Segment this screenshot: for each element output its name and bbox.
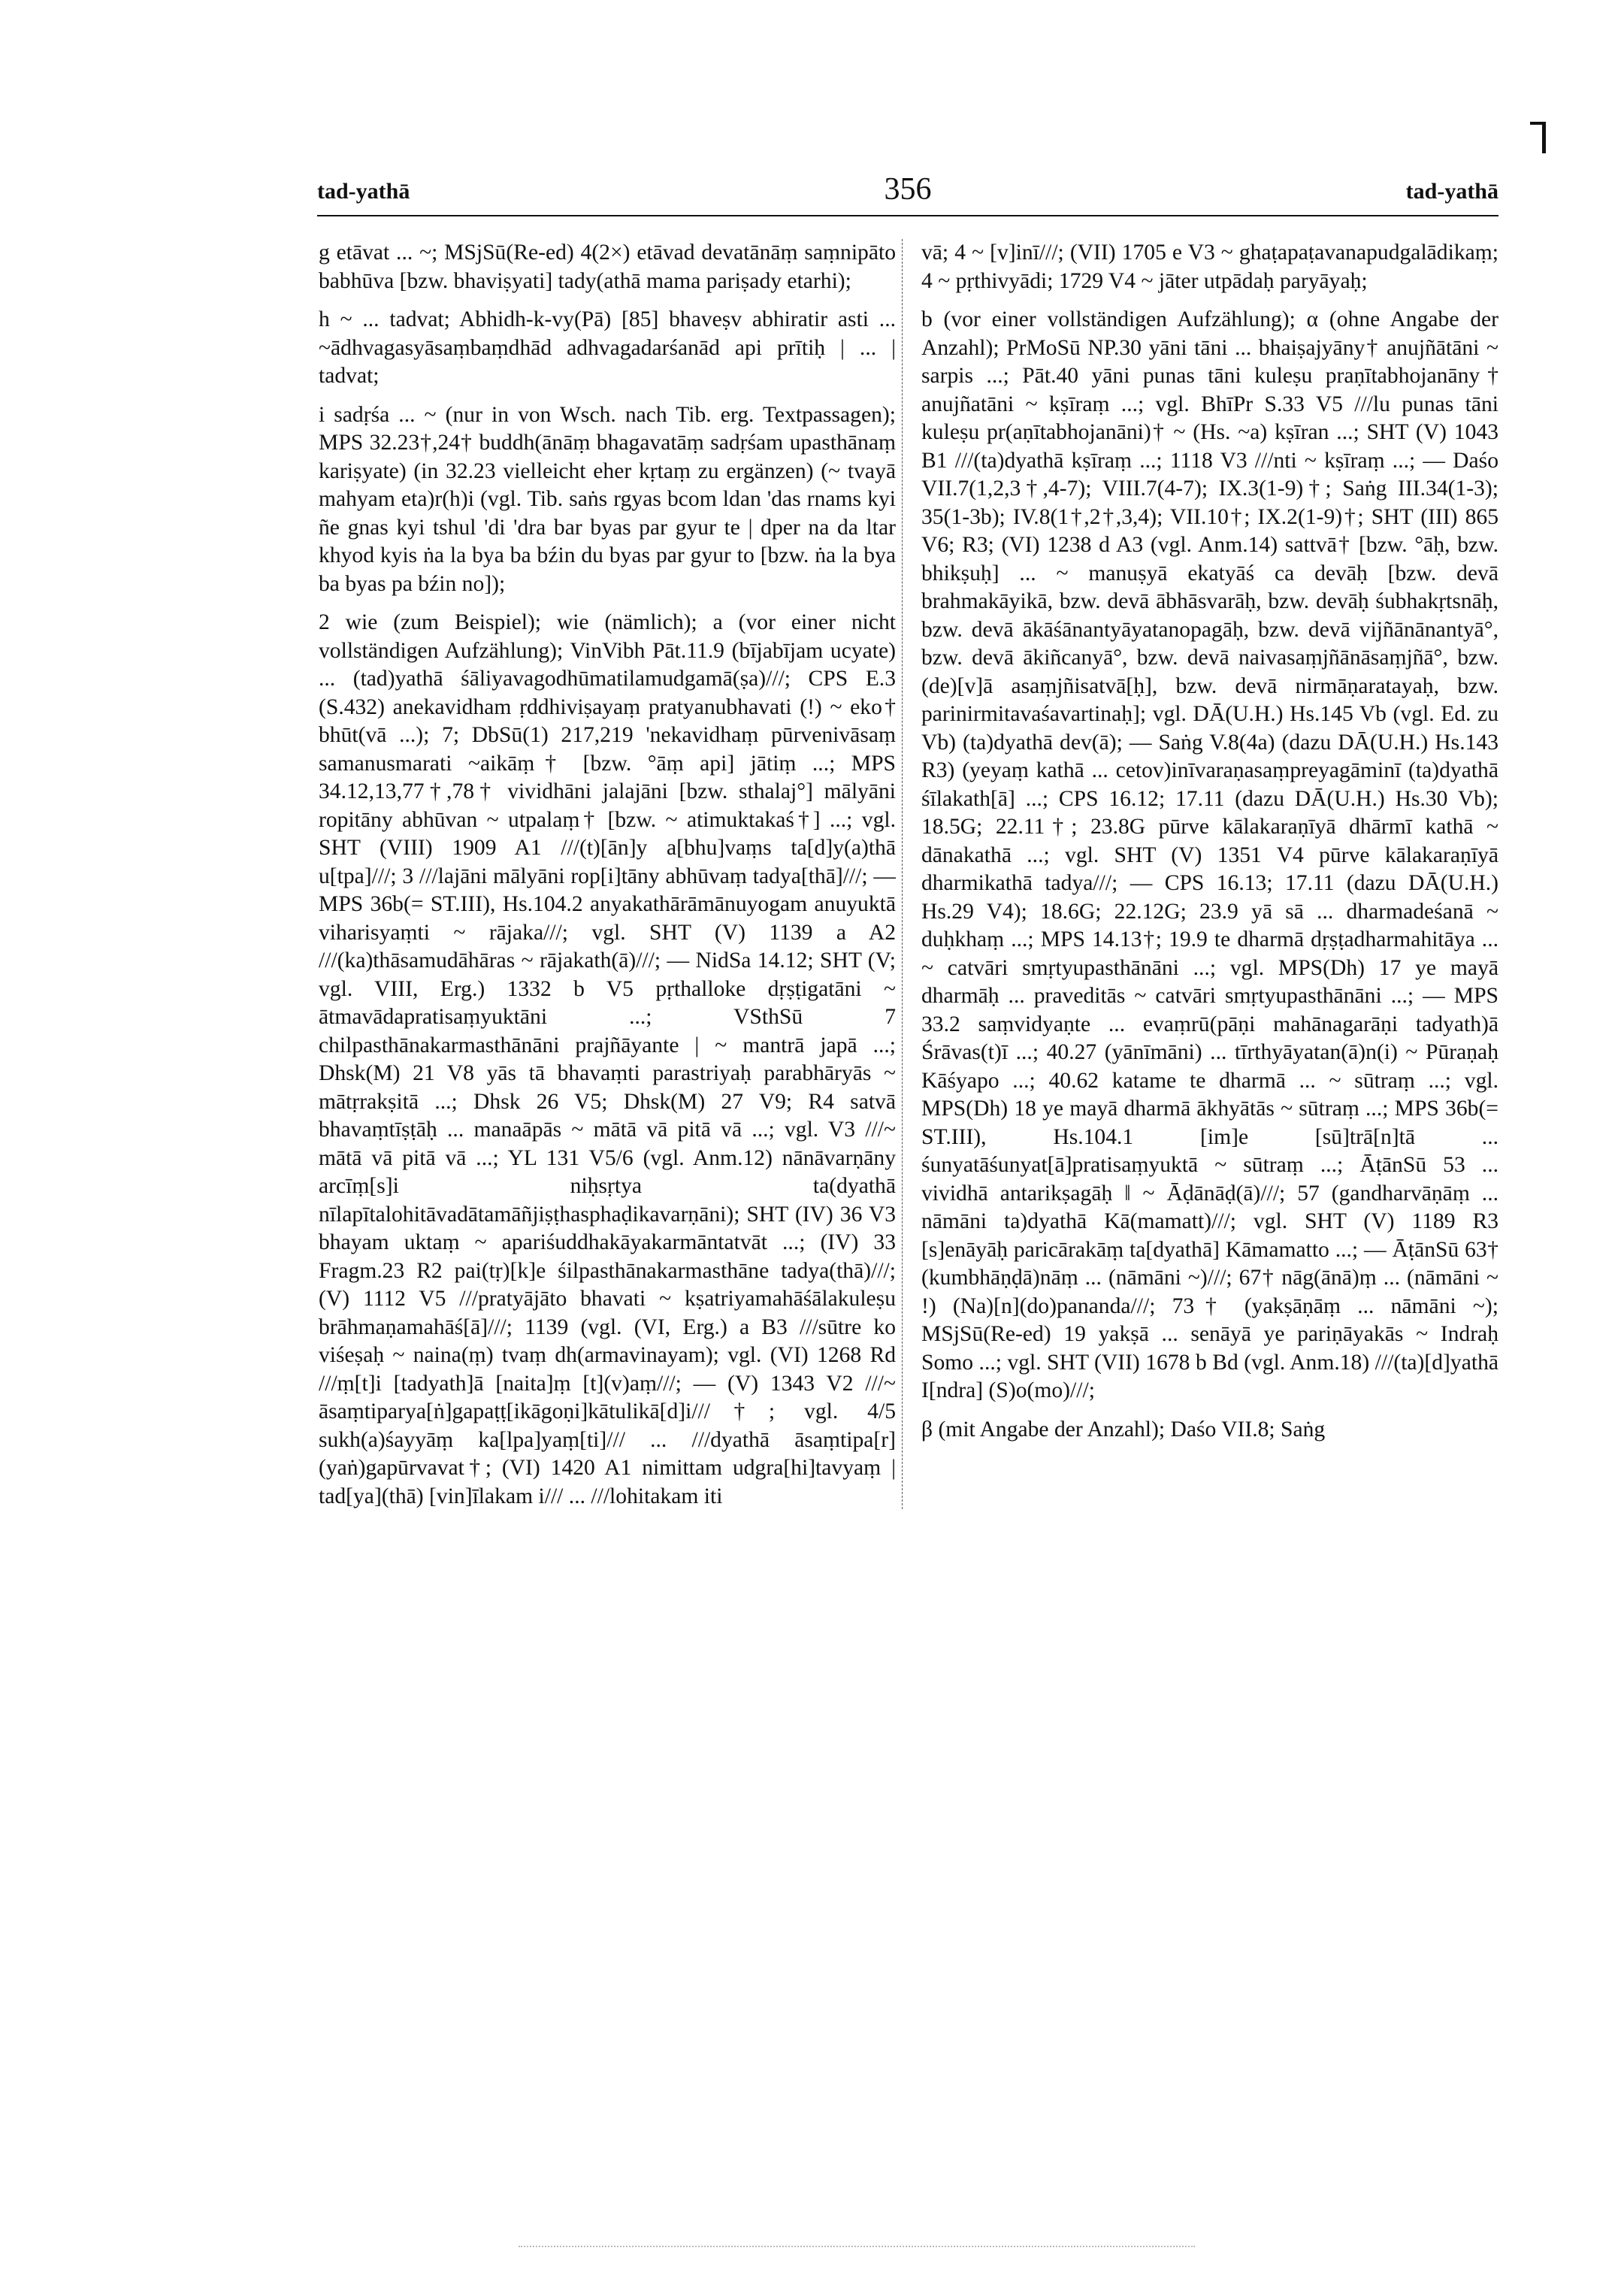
entry-b-alpha: b (vor einer vollständigen Aufzählung); α (ohne Angabe der Anzahl); PrMoSū NP.30 yāni tāni ... bhaiṣajyāny† anujñātāni ~ sarpis ...; Pāt.40 yāni punas tāni kuleṣu praṇītabhojanāny† anujñatāni ~ kṣīraṃ ...; vgl. BhīPr S.33 V5 ///lu punas tāni kuleṣu pr(aṇītabhojanāni)† ~ (Hs. ~a) kṣīran ...; SHT (V) 1043 B1 ///(ta)dyathā kṣīraṃ ...; 1118 V3 ///nti ~ kṣīraṃ ...; — Daśo VII.7(1,2,3†,4-7); VIII.7(4-7); IX.3(1-9)†; Saṅg III.34(1-3); 35(1-3b); IV.8(1†,2†,3,4); VII.10†; IX.2(1-9)†; SHT (III) 865 V6; R3; (VI) 1238 d A3 (vgl. Anm.14) sattvā† [bzw. °āḥ, bzw. bhikṣuḥ] ... ~ manuṣyā ekatyāś ca devāḥ [bzw. devā brahmakāyikā, bzw. devā ābhāsvarāḥ, bzw. devāḥ śubhakṛtsnāḥ, bzw. devā ākāśānantyāyatanopagāḥ, bzw. devā vijñānānantyā°, bzw. devā ākiñcanyā°, bzw. devā naivasaṃjñānāsaṃjñā°, bzw. (de)[v]ā asaṃjñisatvā[ḥ], bzw. devā nirmāṇaratayaḥ, bzw. parinirmitavaśavartinaḥ]; vgl. DĀ(U.H.) Hs.145 Vb (vgl. Ed. zu Vb) (ta)dyathā dev(ā); — Saṅg V.8(4a) (dazu DĀ(U.H.) Hs.143 R3) (yeyaṃ kathā ... cetov)inīvaraṇasaṃpreyagāminī (ta)dyathā śīlakath[ā] ...; CPS 16.12; 17.11 (dazu DĀ(U.H.) Hs.30 Vb); 18.5G; 22.11†; 23.8G pūrve kālakaraṇīyā dhārmī kathā ~ dānakathā ...; vgl. SHT (V) 1351 V4 pūrve kālakaraṇīyā dharmikathā tadya///; — CPS 16.13; 17.11 (dazu DĀ(U.H.) Hs.29 V4); 18.6G; 22.12G; 23.9 yā sā ... dharmadeśanā ~ duḥkhaṃ ...; MPS 14.13†; 19.9 te dharmā dṛṣṭadharmahitāya ... ~ catvāri smṛtyupasthānāni ...; vgl. MPS(Dh) 17 ye mayā dharmāḥ ... praveditās ~ catvāri smṛtyupasthānāni ...; — MPS 33.2 saṃvidyaṇte ... evaṃrū(pāṇi mahānagarāṇi tadyath)ā Śrāvas(t)ī ...; 40.27 (yānīmāni) ... tīrthyāyatan(ā)n(i) ~ Pūraṇaḥ Kāśyapo ...; 40.62 katame te dharmā ... ~ sūtraṃ ...; vgl. MPS(Dh) 18 ye mayā dharmā ākhyātās ~ sūtraṃ ...; MPS 36b(= ST.III), Hs.104.1 [im]e [sū]trā[n]tā ... śunyatāśunyat[ā]pratisaṃyuktā ~ sūtraṃ ...; ĀṭānSū 53 ... vividhā antarikṣagāḥ ‖ ~ Āḍānāḍ(ā)///; 57 (gandharvāṇāṃ ... nāmāni ta)dyathā Kā(mamatt)///; vgl. SHT (V) 1189 R3 [s]enāyāḥ paricārakāṃ ta[dyathā] Kāmamatto ...; — ĀṭānSū 63† (kumbhāṇḍā)nāṃ ... (nāmāni ~)///; 67† nāg(ānā)ṃ ... (nāmāni ~ !) (Na)[n](do)pananda///; 73† (yakṣāṇāṃ ... nāmāni ~); MSjSū(Re-ed) 19 yakṣā ... senāyā ye pariṇāyakās ~ Indraḥ Somo ...; vgl. SHT (VII) 1678 b Bd (vgl. Anm.18) ///(ta)[d]yathā I[ndra] (S)o(mo)///;: [921, 307, 1498, 1402]
entry-2a: 2 wie (zum Beispiel); wie (nämlich); a (vor einer nicht vollständigen Aufzählung); VinVibh Pāt.11.9 (bījabījam ucyate) ... (tad)yathā śāliyavagodhūmatilamudgamā(ṣa)///; CPS E.3 (S.432) anekavidham ṛddhiviṣayaṃ pratyanubhavati (!) ~ eko† bhūt(vā ...); 7; DbSū(1) 217,219 'nekavidhaṃ pūrvenivāsaṃ samanusmarati ~aikāṃ† [bzw. °āṃ api] jātiṃ ...; MPS 34.12,13,77†,78† vividhāni jalajāni [bzw. sthalaj°] mālyāni ropitāny abhūvan ~ utpalaṃ† [bzw. ~ atimuktakaś†] ...; vgl. SHT (VIII) 1909 A1 ///(t)[ān]y a[bhu]vaṃs ta[d]y(a)thā u[tpa]///; 3 ///lajāni mālyāni rop[i]tāny abhūvaṃ tadya[thā]///; — MPS 36b(= ST.III), Hs.104.2 anyakathārāmānuyogam anuyuktā viharisyaṃti ~ rājaka///; vgl. SHT (V) 1139 a A2 ///(ka)thāsamudāhāras ~ rājakath(ā)///; — NidSa 14.12; SHT (V; vgl. VIII, Erg.) 1332 b V5 pṛthalloke dṛṣṭigatāni ~ ātmavādapratisaṃyuktāni ...; VSthSū 7 chilpasthānakarmasthānāni prajñāyante | ~ mantrā japā ...; Dhsk(M) 21 V8 yās tā bhavaṃti parastriyaḥ parabhāryās ~ mātṛrakṣitā ...; Dhsk 26 V5; Dhsk(M) 27 V9; R4 satvā bhavaṃtīṣṭāḥ ... manaāpās ~ mātā vā pitā vā ...; vgl. V3 ///~ mātā vā pitā vā ...; YL 131 V5/6 (vgl. Anm.12) nānāvarṇāny arcīṃ[s]i niḥsṛtya ta(dyathā nīlapītalohitāvadātamāñjiṣṭhasphaḍikavarṇāni); SHT (IV) 36 V3 bhayam uktaṃ ~ apariśuddhakāyakarmāntatvāt ...; (IV) 33 Fragm.23 R2 pai(tṛ)[k]e śilpasthānakarmasthāne tadya(thā)///; (V) 1112 V5 ///pratyājāto bhavati ~ kṣatriyamahāśālakuleṣu brāhmaṇamahāś[ā]///; 1139 (vgl. (VI, Erg.) a B3 ///sūtre ko viśeṣaḥ ~ naina(ṃ) tvaṃ dh(armavinayam); vgl. (VI) 1268 Rd ///ṃ[t]i [tadyath]ā [naita]ṃ [t](v)aṃ///; — (V) 1343 V2 ///~ āsaṃtiparya[ṅ]gapaṭṭ[ikāgoṇi]kātulikā[d]i///†; vgl. 4/5 sukh(a)śayyāṃ ka[lpa]yaṃ[ti]/// ... ///dyathā āsaṃtipa[r](yaṅ)gapūrvavat†; (VI) 1420 A1 nimittam udgra[hi]tavyaṃ | tad[ya](thā) [vin]īlakam i/// ... ///lohitakam iti: [319, 610, 896, 1508]
running-head-left: tad-yathā: [317, 179, 410, 204]
entry-i: i sadṛśa ... ~ (nur in von Wsch. nach Tib. erg. Textpassagen); MPS 32.23†,24† buddh(ānāṃ bhagavatāṃ sadṛśam upasthānaṃ kariṣyate) (in 32.23 vielleicht eher kṛtaṃ zu ergänzen) (~ tvayā mahyam eta)r(h)i (vgl. Tib. saṅs rgyas bcom ldan 'das rnams kyi ñe gnas kyi tshul 'di 'dra bar byas par gyur te | dper na da ltar khyod kyis ṅa la bya ba bźin du byas par gyur to [bzw. ṅa la bya ba byas pa bźin no]);: [319, 402, 896, 596]
scan-artifact: [519, 2246, 1195, 2250]
entry-beta: β (mit Angabe der Anzahl); Daśo VII.8; Saṅg: [921, 1417, 1326, 1442]
left-column: [319, 239, 896, 2253]
right-column: [921, 239, 1498, 2253]
entry-continuation: vā; 4 ~ [v]inī///; (VII) 1705 e V3 ~ ghaṭapaṭavanapudgalādikaṃ; 4 ~ pṛthivyādi; 1729 V4 ~ jāter utpādaḥ paryāyaḥ;: [921, 241, 1498, 293]
scan-corner-mark: [1526, 120, 1547, 153]
entry-h: h ~ ... tadvat; Abhidh-k-vy(Pā) [85] bhaveṣv abhiratir asti ... ~ādhvagasyāsaṃbaṃdhād adhvagadarśanād api prītiḥ | ... | tadvat;: [319, 307, 896, 388]
page-header: [317, 171, 1498, 209]
entry-g: g etāvat ... ~; MSjSū(Re-ed) 4(2×) etāvad devatānāṃ saṃnipāto babhūva [bzw. bhaviṣyati] tady(athā mama pariṣady etarhi);: [319, 241, 896, 293]
header-rule: [317, 215, 1498, 216]
column-divider: [902, 239, 903, 1509]
running-head-right: tad-yathā: [1405, 179, 1498, 204]
page-number: 356: [884, 172, 932, 207]
